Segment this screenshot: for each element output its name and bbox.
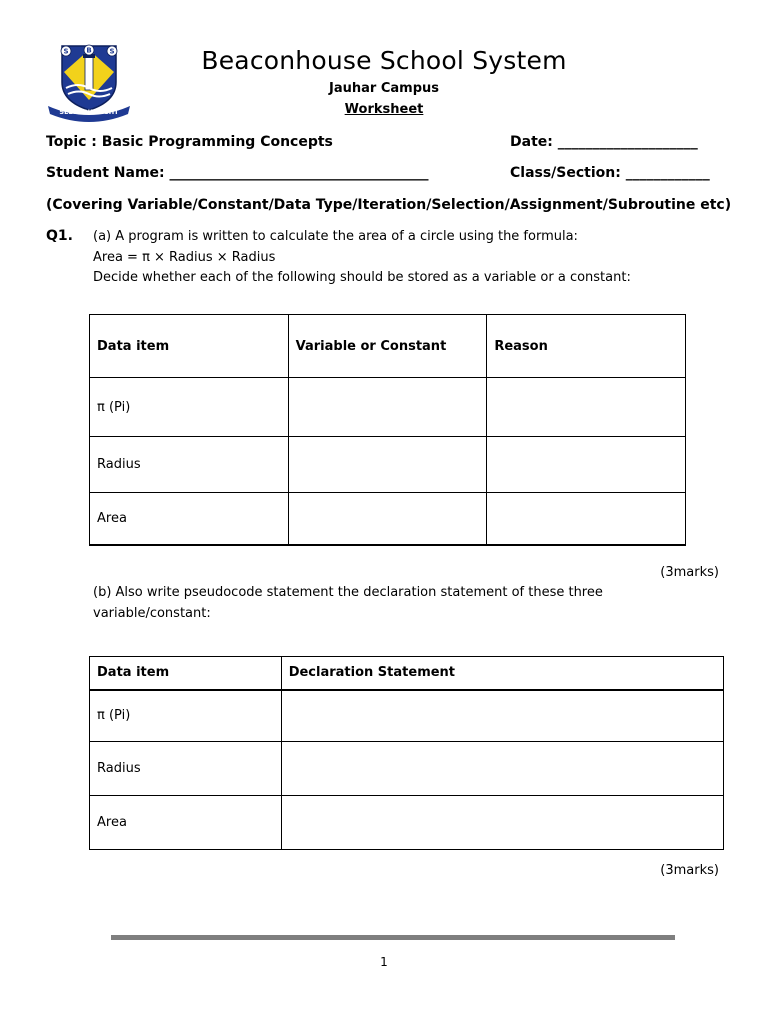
- declaration-table: [89, 656, 724, 850]
- table-row: [90, 796, 724, 850]
- question-text: (a) A program is written to calculate the area of a circle using the formula:: [93, 229, 578, 244]
- variable-constant-table: [89, 314, 686, 546]
- table-row: [90, 437, 686, 493]
- column-header: Variable or Constant: [288, 315, 487, 378]
- document-type: Worksheet: [344, 102, 424, 117]
- table-header-row: [90, 315, 686, 378]
- logo-motto: SEEK THE LIGHT: [59, 108, 119, 116]
- question-text: variable/constant:: [93, 606, 211, 621]
- school-name: Beaconhouse School System: [201, 46, 567, 75]
- date-field: Date: ____________________: [510, 134, 698, 150]
- student-name-field: Student Name: _____________________________________: [46, 165, 429, 181]
- column-header: Data item: [90, 657, 282, 690]
- answer-cell[interactable]: [487, 493, 686, 545]
- column-header: Data item: [90, 315, 289, 378]
- topic-line: Topic : Basic Programming Concepts: [46, 134, 333, 150]
- table-row: [90, 378, 686, 437]
- answer-cell[interactable]: [288, 437, 487, 493]
- page-number: 1: [380, 955, 388, 969]
- answer-cell[interactable]: [281, 690, 723, 742]
- data-item-cell: Area: [90, 796, 282, 850]
- data-item-cell: Area: [90, 493, 289, 545]
- data-item-cell: Radius: [90, 742, 282, 796]
- table-header-row: [90, 657, 724, 690]
- column-header: Reason: [487, 315, 686, 378]
- answer-cell[interactable]: [288, 378, 487, 437]
- table-row: [90, 742, 724, 796]
- data-item-cell: π (Pi): [90, 378, 289, 437]
- question-text: (b) Also write pseudocode statement the declaration statement of these three: [93, 585, 603, 600]
- column-header: Declaration Statement: [281, 657, 723, 690]
- footer-divider: [111, 935, 675, 940]
- campus-name: Jauhar Campus: [329, 81, 439, 96]
- formula-text: Area = π × Radius × Radius: [93, 250, 276, 265]
- answer-cell[interactable]: [487, 378, 686, 437]
- data-item-cell: π (Pi): [90, 690, 282, 742]
- table-row: [90, 690, 724, 742]
- answer-cell[interactable]: [288, 493, 487, 545]
- question-number: Q1.: [46, 228, 73, 244]
- covering-note: (Covering Variable/Constant/Data Type/Iteration/Selection/Assignment/Subroutine etc): [46, 197, 732, 213]
- answer-cell[interactable]: [487, 437, 686, 493]
- data-item-cell: Radius: [90, 437, 289, 493]
- logo-letter: S: [63, 47, 69, 56]
- logo-letter: S: [109, 47, 115, 56]
- logo-letter: B: [86, 46, 92, 55]
- marks-label: (3marks): [660, 565, 719, 580]
- answer-cell[interactable]: [281, 796, 723, 850]
- marks-label: (3marks): [660, 863, 719, 878]
- instruction-text: Decide whether each of the following should be stored as a variable or a constant:: [93, 270, 631, 285]
- answer-cell[interactable]: [281, 742, 723, 796]
- class-section-field: Class/Section: ____________: [510, 165, 710, 181]
- table-row: [90, 493, 686, 545]
